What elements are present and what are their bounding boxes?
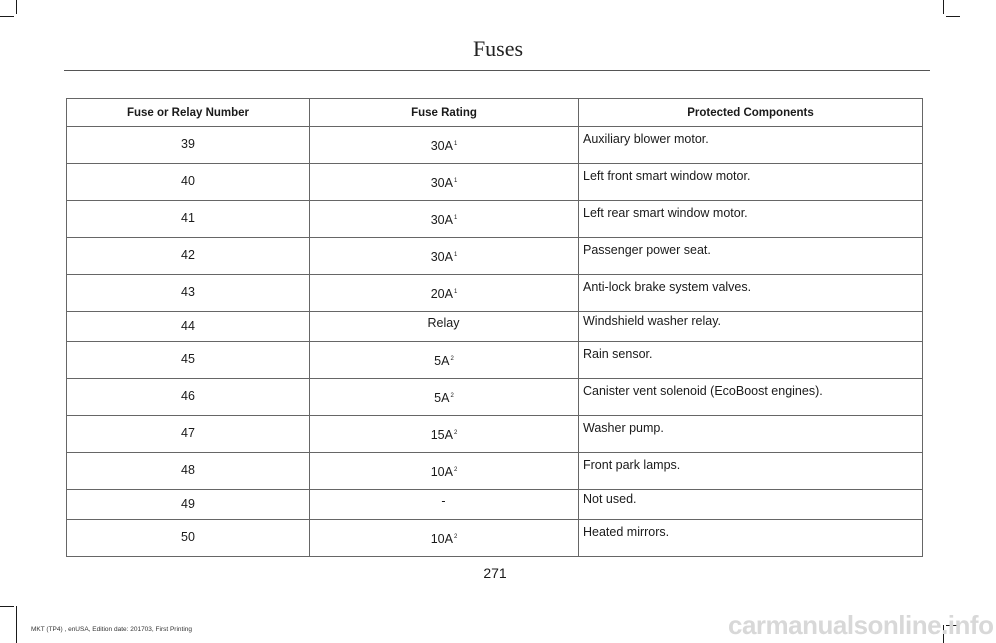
crop-mark — [943, 0, 944, 14]
crop-mark — [16, 0, 17, 14]
table-row — [67, 201, 923, 238]
fuse-rating-cell — [310, 342, 579, 379]
fuse-rating: 10A — [430, 465, 453, 479]
fuse-number: 42 — [181, 248, 195, 262]
fuse-rating-cell — [310, 416, 579, 453]
fuse-number-cell — [67, 164, 310, 201]
footnote-marker: 2 — [450, 355, 454, 362]
protected-component: Auxiliary blower motor. — [583, 132, 709, 146]
fuse-number: 47 — [181, 426, 195, 440]
edition-info: MKT (TP4) , enUSA, Edition date: 201703, First Printing — [31, 626, 193, 633]
fuse-rating: 15A — [430, 428, 453, 442]
table-row — [67, 238, 923, 275]
table-row — [67, 453, 923, 490]
fuse-rating-cell — [310, 127, 579, 164]
table-row — [67, 490, 923, 520]
fuse-rating: 30A — [430, 139, 453, 153]
column-header-rating: Fuse Rating — [310, 99, 579, 127]
table-row — [67, 342, 923, 379]
crop-mark — [16, 606, 17, 643]
fuse-number: 39 — [181, 137, 195, 151]
protected-component: Left front smart window motor. — [583, 169, 751, 183]
protected-component-cell — [579, 416, 923, 453]
fuse-number-cell — [67, 312, 310, 342]
crop-mark — [0, 606, 14, 607]
table-row — [67, 379, 923, 416]
fuse-number: 41 — [181, 211, 195, 225]
title-divider — [64, 70, 930, 71]
fuse-rating-cell — [310, 453, 579, 490]
table-row — [67, 312, 923, 342]
footnote-marker: 2 — [453, 533, 458, 540]
fuse-table — [66, 98, 923, 557]
fuse-number-cell — [67, 127, 310, 164]
page-number: 271 — [483, 565, 507, 581]
fuse-rating-cell — [310, 312, 579, 342]
fuse-number: 46 — [181, 389, 195, 403]
fuse-rating: 30A — [430, 176, 453, 190]
footnote-marker: 1 — [453, 140, 458, 147]
footnote-marker: 1 — [453, 251, 458, 258]
fuse-number-cell — [67, 201, 310, 238]
footnote-marker: 2 — [453, 466, 458, 473]
fuse-number: 40 — [181, 174, 195, 188]
fuse-table-body — [67, 127, 923, 557]
fuse-rating: Relay — [427, 316, 460, 330]
crop-mark — [946, 16, 960, 17]
page-title: Fuses — [472, 36, 524, 61]
fuse-rating-cell — [310, 164, 579, 201]
fuse-number-cell — [67, 275, 310, 312]
table-row — [67, 127, 923, 164]
footnote-marker: 1 — [453, 214, 458, 221]
protected-component-cell — [579, 201, 923, 238]
fuse-number-cell — [67, 379, 310, 416]
fuse-rating: 30A — [430, 250, 453, 264]
table-row — [67, 520, 923, 557]
protected-component-cell — [579, 275, 923, 312]
fuse-rating-cell — [310, 201, 579, 238]
protected-component: Anti-lock brake system valves. — [583, 280, 752, 294]
table-row — [67, 164, 923, 201]
fuse-rating-cell — [310, 520, 579, 557]
footnote-marker: 2 — [453, 429, 458, 436]
fuse-number: 45 — [181, 352, 195, 366]
fuse-rating-cell — [310, 238, 579, 275]
protected-component: Washer pump. — [583, 421, 664, 435]
fuse-number: 43 — [181, 285, 195, 299]
watermark-text: carmanualsonline.info — [728, 610, 994, 640]
fuse-number: 48 — [181, 463, 195, 477]
fuse-number: 49 — [181, 497, 195, 511]
fuse-rating: 5A — [434, 391, 450, 405]
protected-component-cell — [579, 238, 923, 275]
protected-component: Not used. — [583, 492, 637, 506]
fuse-number-cell — [67, 342, 310, 379]
fuse-rating-cell — [310, 379, 579, 416]
protected-component-cell — [579, 164, 923, 201]
fuse-number-cell — [67, 520, 310, 557]
fuse-rating-cell — [310, 275, 579, 312]
fuse-number-cell — [67, 238, 310, 275]
footnote-marker: 1 — [453, 177, 458, 184]
crop-mark — [0, 16, 14, 17]
table-row — [67, 416, 923, 453]
fuse-rating-cell — [310, 490, 579, 520]
fuse-number-cell — [67, 416, 310, 453]
fuse-number: 44 — [181, 319, 195, 333]
column-header-number: Fuse or Relay Number — [67, 99, 310, 127]
protected-component: Rain sensor. — [583, 347, 653, 361]
fuse-rating: 10A — [430, 532, 453, 546]
fuse-rating: 20A — [430, 287, 453, 301]
protected-component-cell — [579, 379, 923, 416]
table-header-row — [67, 99, 923, 127]
fuse-number-cell — [67, 453, 310, 490]
protected-component-cell — [579, 490, 923, 520]
protected-component: Left rear smart window motor. — [583, 206, 748, 220]
protected-component-cell — [579, 342, 923, 379]
protected-component: Front park lamps. — [583, 458, 681, 472]
protected-component-cell — [579, 453, 923, 490]
table-row — [67, 275, 923, 312]
protected-component-cell — [579, 312, 923, 342]
fuse-rating: 5A — [434, 354, 450, 368]
protected-component: Windshield washer relay. — [583, 314, 722, 328]
column-header-components: Protected Components — [579, 99, 923, 127]
footnote-marker: 1 — [453, 288, 458, 295]
fuse-rating: 30A — [430, 213, 453, 227]
fuse-rating: - — [441, 494, 446, 508]
protected-component: Passenger power seat. — [583, 243, 711, 257]
protected-component: Heated mirrors. — [583, 525, 670, 539]
protected-component-cell — [579, 127, 923, 164]
fuse-number-cell — [67, 490, 310, 520]
footnote-marker: 2 — [450, 392, 454, 399]
protected-component-cell — [579, 520, 923, 557]
protected-component: Canister vent solenoid (EcoBoost engines). — [583, 384, 823, 398]
fuse-number: 50 — [181, 530, 195, 544]
